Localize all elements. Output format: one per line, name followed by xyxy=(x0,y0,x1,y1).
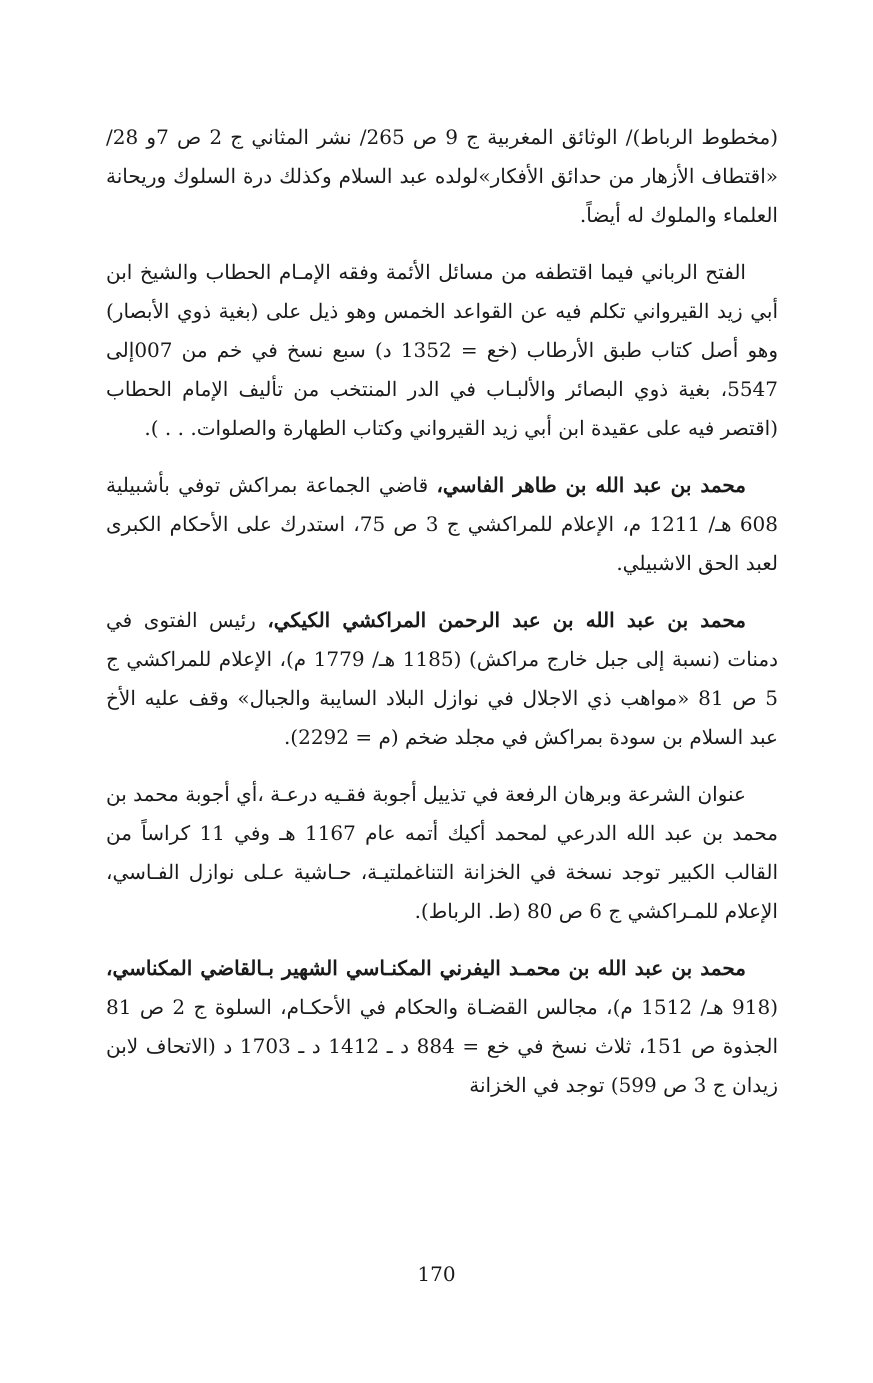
paragraph-5-text: عنوان الشرعة وبرهان الرفعة في تذييل أجوبة فقـيه درعـة ،أي أجوبة محمد بن محمد بن عبد الله الدرعي لمحمد أكيك أتمه عام 1167 هـ وفي 11 كراساً من القالب الكبير توجد نسخة في الخزانة التناغملتيـة، حـاشية عـلى نوازل الفـاسي، الإعلام للمـراكشي ج 6 ص 80 (ط. الرباط). xyxy=(106,782,779,923)
paragraph-5 xyxy=(106,775,778,931)
paragraph-4 xyxy=(106,601,778,757)
paragraph-6-heading: محمد بن عبد الله بن محمـد اليفرني المكنـاسي الشهير بـالقاضي المكناسي، xyxy=(106,956,746,980)
paragraph-3-heading: محمد بن عبد الله بن طاهر الفاسي، xyxy=(436,473,747,497)
paragraph-6-text: (918 هـ/ 1512 م)، مجالس القضـاة والحكام في الأحكـام، السلوة ج 2 ص 81 الجذوة ص 151، ثلاث نسخ في خع = 884 د ـ 1412 د ـ 1703 د (الاتحاف لابن زيدان ج 3 ص 599) توجد في الخزانة xyxy=(106,995,779,1097)
paragraph-2 xyxy=(106,253,778,448)
paragraph-6 xyxy=(106,949,778,1105)
paragraph-1-text: (مخطوط الرباط)/ الوثائق المغربية ج 9 ص 265/ نشر المثاني ج 2 ص 7و 28/ «اقتطاف الأزهار من حدائق الأفكار»لولده عبد السلام وكذلك درة السلوك وريحانة العلماء والملوك له أيضاً. xyxy=(106,125,778,227)
paragraph-4-heading: محمد بن عبد الله بن عبد الرحمن المراكشي الكيكي، xyxy=(267,608,746,632)
paragraph-3-text: قاضي الجماعة بمراكش توفي بأشبيلية 608 هـ/ 1211 م، الإعلام للمراكشي ج 3 ص 75، استدرك على الأحكام الكبرى لعبد الحق الاشبيلي. xyxy=(106,473,778,575)
paragraph-3 xyxy=(106,466,778,583)
page-number: 170 xyxy=(417,1262,456,1286)
page-body xyxy=(106,118,778,1123)
paragraph-4-text: رئيس الفتوى في دمنات (نسبة إلى جبل خارج مراكش) (1185 هـ/ 1779 م)، الإعلام للمراكشي ج 5 ص 81 «مواهب ذي الاجلال في نوازل البلاد السايبة والجبال» وقف عليه الأخ عبد السلام بن سودة بمراكش في مجلد ضخم (م = 2292). xyxy=(106,608,779,749)
paragraph-1 xyxy=(106,118,778,235)
paragraph-2-text: الفتح الرباني فيما اقتطفه من مسائل الأئمة وفقه الإمـام الحطاب والشيخ ابن أبي زيد القيرواني تكلم فيه عن القواعد الخمس وهو ذيل على (بغية ذوي الأبصار) وهو أصل كتاب طبق الأرطاب (خع = 1352 د) سبع نسخ في خم من 007إلى 5547، بغية ذوي البصائر والألبـاب في الدر المنتخب من تأليف الإمام الحطاب (اقتصر فيه على عقيدة ابن أبي زيد القيرواني وكتاب الطهارة والصلوات. . . ). xyxy=(106,260,778,440)
